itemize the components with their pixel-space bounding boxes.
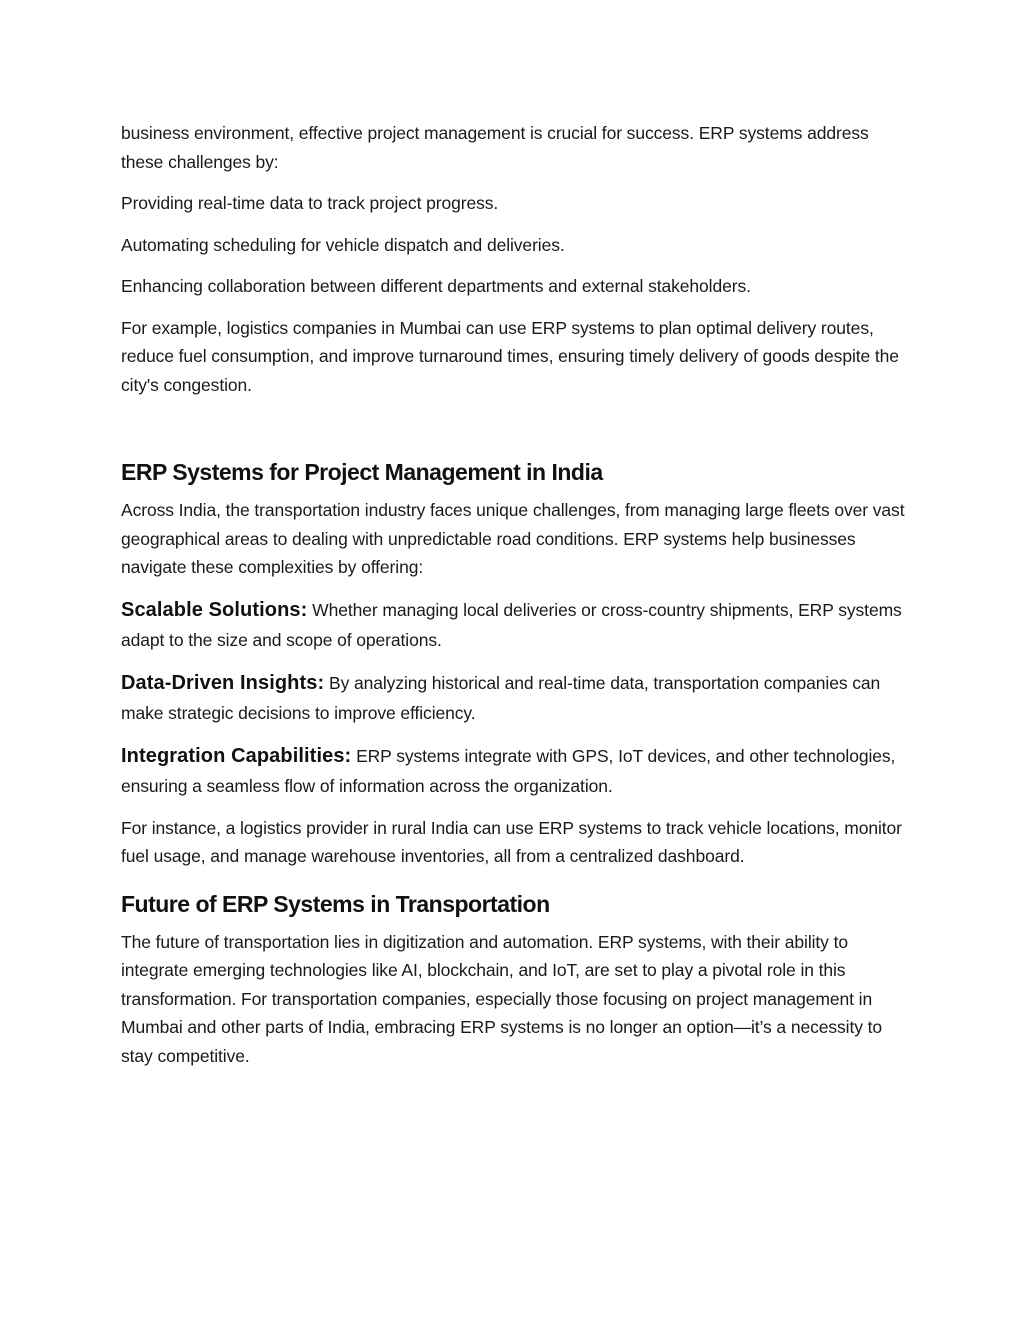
item-title: Integration Capabilities:: [121, 744, 352, 767]
section-heading-india: ERP Systems for Project Management in India: [121, 459, 603, 485]
item-text: By analyzing historical and real-time data, transportation companies can make strategic decisions to improve efficiency.: [121, 672, 881, 723]
india-item-data-driven-insights: [121, 668, 911, 728]
intro-point-realtime-data: Providing real-time data to track project progress.: [121, 193, 499, 213]
india-item-scalable-solutions: [121, 595, 911, 655]
item-title: Data-Driven Insights:: [121, 671, 325, 694]
india-intro-paragraph: Across India, the transportation industry faces unique challenges, from managing large fleets over vast geographical areas to dealing with unpredictable road conditions. ERP systems help businesses navigate these complexities by offering:: [121, 500, 905, 577]
intro-paragraph-continued: business environment, effective project management is crucial for success. ERP systems address these challenges by:: [121, 123, 869, 172]
intro-example-paragraph: For example, logistics companies in Mumbai can use ERP systems to plan optimal delivery routes, reduce fuel consumption, and improve turnaround times, ensuring timely delivery of goods despite the city's congestion.: [121, 317, 899, 395]
india-example-paragraph: For instance, a logistics provider in rural India can use ERP systems to track vehicle locations, monitor fuel usage, and manage warehouse inventories, all from a centralized dashboard.: [121, 817, 902, 866]
section-heading-future: Future of ERP Systems in Transportation: [121, 890, 550, 917]
item-text: Whether managing local deliveries or cross-country shipments, ERP systems adapt to the size and scope of operations.: [121, 599, 902, 650]
india-item-integration-capabilities: [121, 741, 911, 801]
future-paragraph: The future of transportation lies in digitization and automation. ERP systems, with their ability to integrate emerging technologies like AI, blockchain, and IoT, are set to play a pivotal role in this transformation. For transportation companies, especially those focusing on project management in Mumbai and other parts of India, embracing ERP systems is no longer an option—it’s a necessity to stay competitive.: [121, 931, 883, 1066]
intro-point-collaboration: Enhancing collaboration between different departments and external stakeholders.: [121, 276, 751, 296]
intro-point-scheduling: Automating scheduling for vehicle dispatch and deliveries.: [121, 234, 565, 255]
document-page: [121, 119, 911, 1070]
item-title: Scalable Solutions:: [121, 598, 308, 621]
item-text: ERP systems integrate with GPS, IoT devices, and other technologies, ensuring a seamless flow of information across the organization.: [121, 745, 896, 796]
